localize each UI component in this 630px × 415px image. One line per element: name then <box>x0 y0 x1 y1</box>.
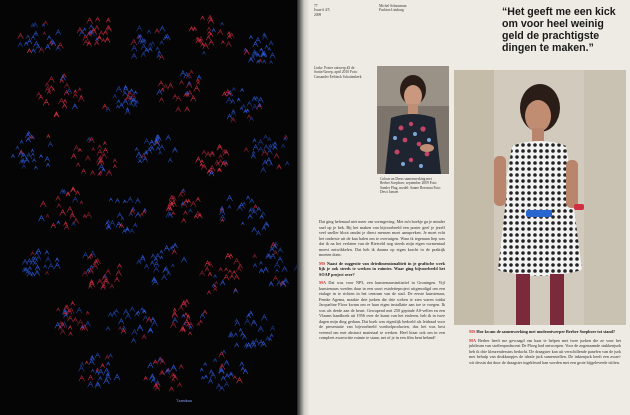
poster-artwork <box>0 0 297 415</box>
poster-mark-cluster <box>135 135 177 163</box>
poster-mark-cluster <box>253 242 297 287</box>
question-block-1 <box>319 261 445 278</box>
caption-dress: Colour on Dress samenwerking met Berber Soepboer, september 2009 Foto: Sander Plug, model: Sanne Boersma Foto: Dewi Jansen <box>380 177 442 195</box>
portrait-illustration <box>377 66 449 174</box>
issue-year: 2009 <box>314 12 322 17</box>
question-text: Naast de suggestie van driedimensionaliteit in je grafische werk lijk je ook steeds te werken in ruimtes. Waar ging bijvoorbeeld het SOAP project over? <box>319 260 446 277</box>
poster-mark-cluster <box>189 15 234 54</box>
page-header-left <box>314 4 374 17</box>
poster-mark-cluster <box>199 253 242 294</box>
page-gutter <box>297 0 309 415</box>
poster-mark-cluster <box>219 195 269 235</box>
page-number: 77 <box>314 4 318 8</box>
poster-mark-cluster <box>157 70 202 112</box>
poster-mark-cluster <box>144 357 184 391</box>
poster-mark-cluster <box>244 33 276 64</box>
poster-mark-cluster <box>38 187 91 230</box>
answer-text: Dat was voor NP3, een kunstenaarsinitiatief in Groningen. Vijf kunstenaars werden daar in een soort estafetteproject uitgenodigd om een etalage in te richten in het centrum van de stad. De eerste kunstenaar, Femke Agema, maakte drie jurken die drie weken te zien waren totdat Jacqueline Floor kwam om er haar eigen installatie aan toe te voegen. Ik was als derde aan de beurt. Gewapend met 250 gepinde A0-vellen en een Vlaams handboek uit 1956 over de kunst van het etaleren, heb ik in twee dagen mijn ding gedaan. Dat boek was eigenlijk bedoeld als leidraad voor de presentatie van bijvoorbeeld voedselproducten, dus het was best vreemd om met abstract materiaal te werken. Heel bizar ook om in een compleet zwartwitte ruimte te staan, net of je in een film bent beland! <box>319 280 446 340</box>
poster-mark-cluster <box>55 301 91 335</box>
answer-block-1 <box>319 280 445 341</box>
pull-quote: “Het geeft me een kick om voor heel weinig geld de prachtigste dingen te maken.” <box>502 6 616 54</box>
issue-number: Issue # 4/5 <box>314 8 330 13</box>
author-name: Michel Schuurman <box>379 4 407 8</box>
answer-text: Berber heeft me gevraagd om haar te helpen met twee jurken die ze voor het jubileum van stoffenproducent De Ploeg had ontworpen. Voor de zogenaamde stukkenjurk heb ik drie kleurendessins bedacht. De draagster kan uit verschillende panelen van de jurk met behulp van drukknopjes de ideale jurk samenstellen. De inktenjurk heeft een zwart-wit dessin dat door de draagster ingekleurd kan worden met een grote bijgeleverde stiften. <box>469 337 621 365</box>
page-header-right <box>379 4 449 13</box>
poster-mark-cluster <box>11 131 53 169</box>
article-page <box>309 0 630 415</box>
answer-label: MA <box>319 280 326 285</box>
poster-mark-cluster <box>229 311 275 348</box>
poster-mark-cluster <box>196 144 229 176</box>
poster-mark-cluster <box>244 135 290 172</box>
article-column-right <box>469 329 621 368</box>
poster-mark-cluster <box>106 307 158 343</box>
poster-mark-cluster <box>71 137 116 176</box>
poster-mark-cluster <box>77 17 112 46</box>
article-paragraph: Dat ging helemaal niet meer om vormgeving. Met m'n boekje ga je minder snel op je bek. Bij het maken van bijvoorbeeld een poster geef je jezelf veel sneller bloot omdat je direct mensen moet aanspreken. Je moet echt het onderste uit de kan halen om te overtuigen. Waar ik tegenaan liep was dat ik na het verlaten van de Rietveld nog steeds mijn eigen vormentaal moest ontwikkelen. Dat heb ik daarna op eigen kracht in de praktijk moeten doen. <box>319 219 445 257</box>
answer-block-2 <box>469 338 621 366</box>
poster-mark-cluster <box>79 353 121 388</box>
poster-mark-cluster <box>200 350 248 391</box>
poster-mark-cluster <box>18 21 63 53</box>
poster-mark-cluster <box>22 249 60 277</box>
question-text: Hoe kwam de samenwerking met modeontwerper Berber Soepboer tot stand? <box>476 329 616 334</box>
answer-label: MA <box>469 337 476 343</box>
poster-mark-cluster <box>170 300 207 336</box>
poster-credit: Tzanikou <box>176 398 193 403</box>
poster-mark-cluster <box>166 189 202 223</box>
photo-model-dress <box>454 70 626 325</box>
dress-illustration <box>454 70 626 325</box>
poster-mark-cluster <box>102 85 138 114</box>
author-location: Fashion Limburg <box>379 8 404 13</box>
photo-designer-portrait <box>377 66 449 174</box>
poster-mark-cluster <box>222 88 263 123</box>
poster-mark-cluster <box>82 251 121 289</box>
question-block-2 <box>469 329 621 335</box>
poster-page <box>0 0 297 415</box>
article-column-left <box>319 219 445 344</box>
question-label: MS <box>319 260 326 266</box>
poster-mark-cluster <box>131 26 170 60</box>
caption-poster: Links: Poster ontwerp #2 de Sortie/Groep, april 2010 Foto: Cassander Eeftinck Schattenkerk <box>314 66 362 79</box>
question-label: MS <box>469 329 476 334</box>
poster-mark-cluster <box>137 243 187 285</box>
poster-mark-cluster <box>105 197 146 234</box>
poster-mark-cluster <box>37 74 85 117</box>
